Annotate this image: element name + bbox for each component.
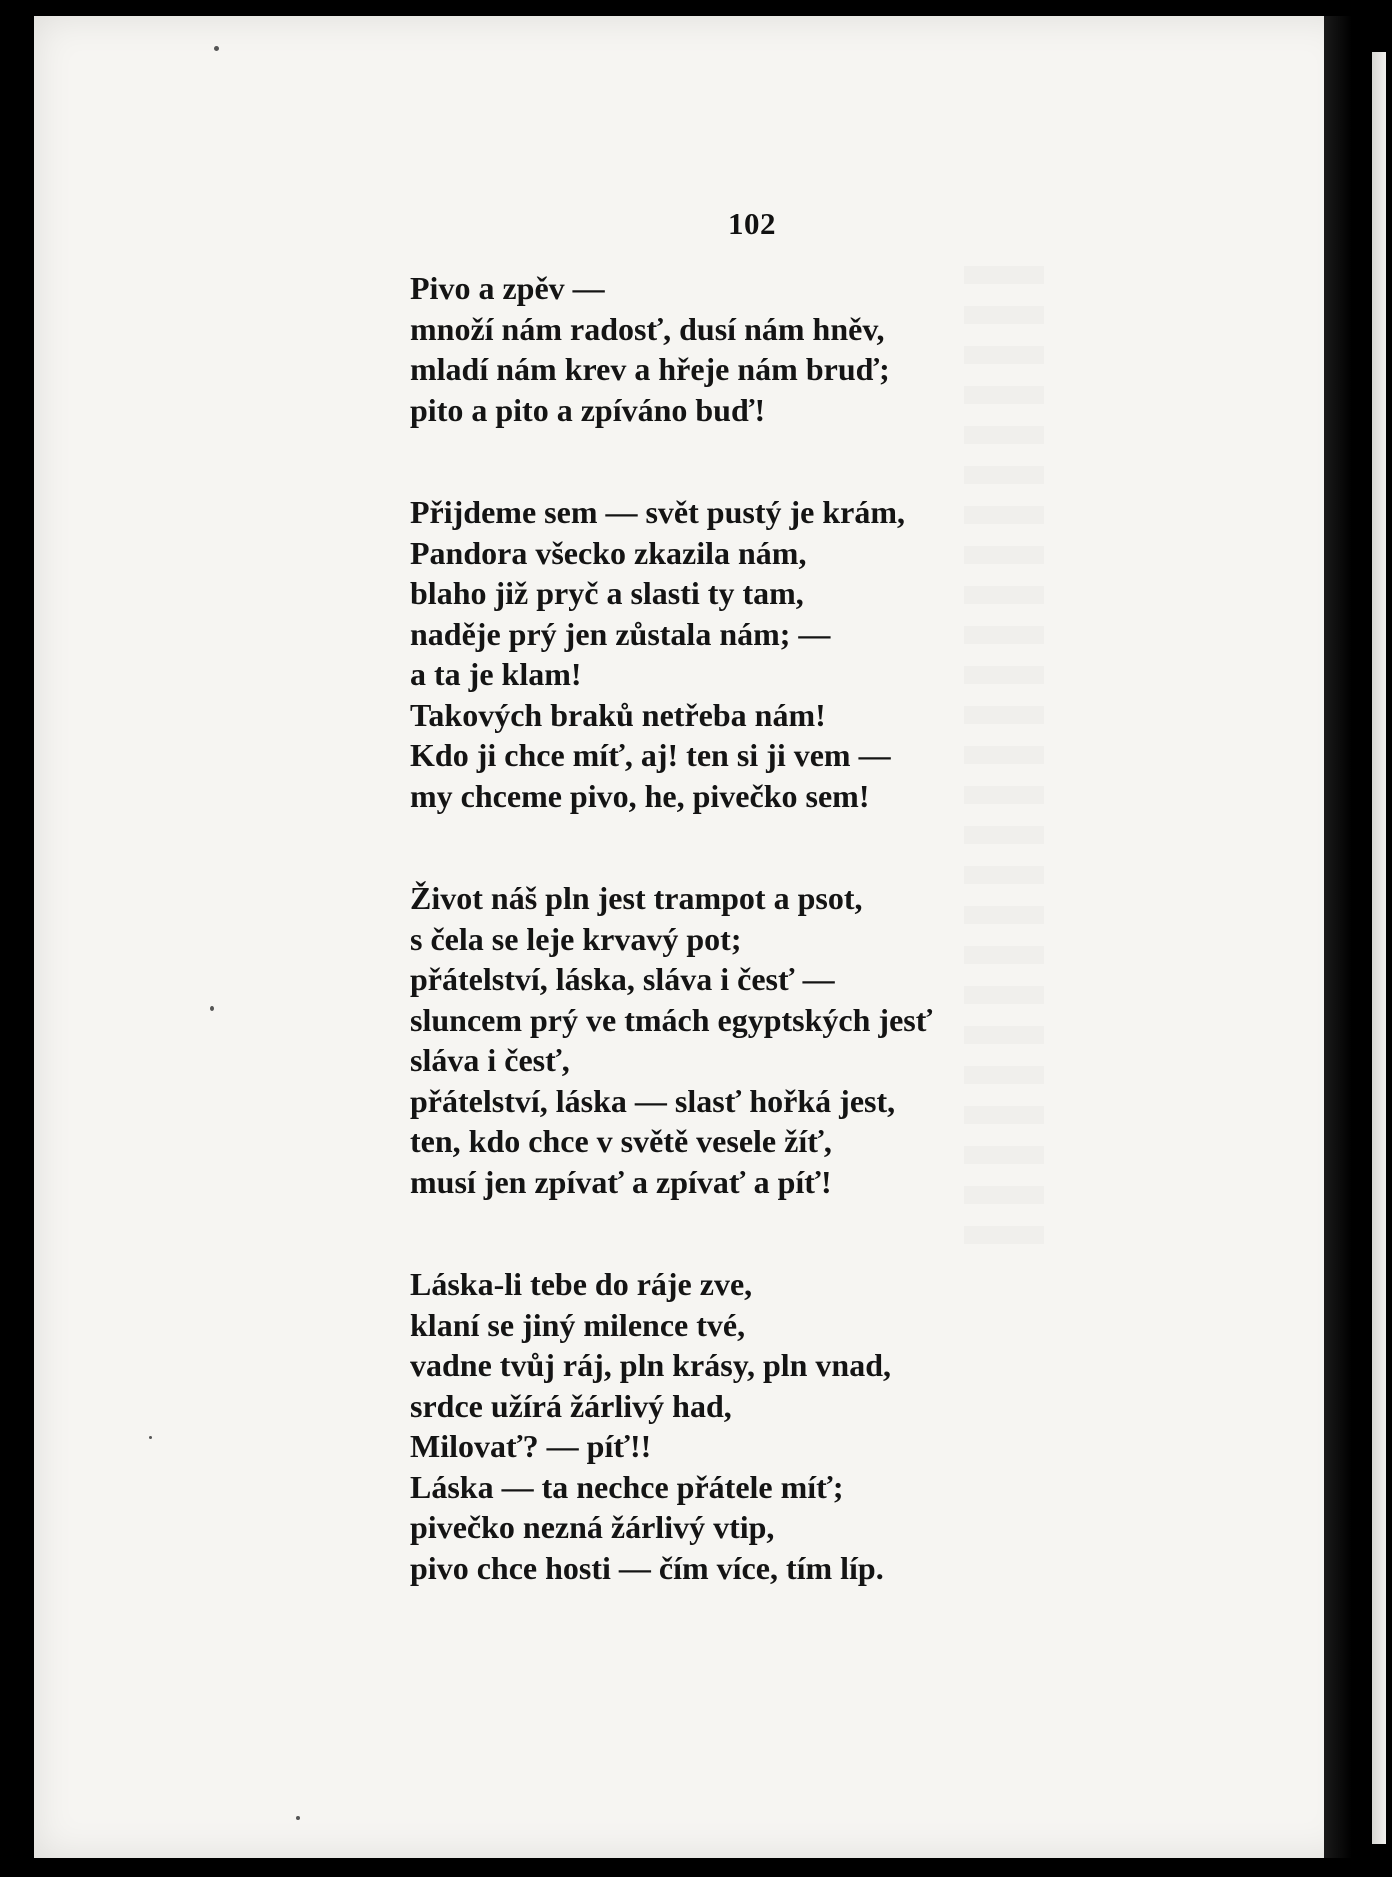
poem-line: Takových braků netřeba nám! xyxy=(410,696,826,733)
stanza-2 xyxy=(410,492,1020,816)
page-edge xyxy=(1372,52,1386,1844)
dust-speck xyxy=(296,1816,300,1820)
poem-line: blaho již pryč a slasti ty tam, xyxy=(410,575,804,611)
poem-line: pivo chce hosti — čím více, tím líp. xyxy=(410,1549,884,1586)
poem-line: my chceme pivo, he, pivečko sem! xyxy=(410,777,870,814)
poem-line: Život náš pln jest trampot a psot, xyxy=(410,880,863,916)
poem-line: sláva i česť, xyxy=(410,1042,570,1078)
page-border-right xyxy=(1324,16,1352,1858)
poem-line: množí nám radosť, dusí nám hněv, xyxy=(410,310,885,347)
page-number: 102 xyxy=(728,206,776,241)
poem-line: Kdo ji chce míť, aj! ten si ji vem — xyxy=(410,737,891,773)
poem-line: musí jen zpívať a zpívať a píť! xyxy=(410,1163,832,1200)
poem-line: pivečko nezná žárlivý vtip, xyxy=(410,1509,775,1545)
dust-speck xyxy=(214,46,219,51)
poem-line: Milovať? — píť!! xyxy=(410,1428,652,1464)
poem-line: s čela se leje krvavý pot; xyxy=(410,920,742,957)
poem-line: přátelství, láska, sláva i česť — xyxy=(410,961,835,997)
poem-line: mladí nám krev a hřeje nám bruď; xyxy=(410,351,890,387)
poem-line: Láska — ta nechce přátele míť; xyxy=(410,1468,844,1505)
poem-line: pito a pito a zpíváno buď! xyxy=(410,391,766,428)
poem-line: ten, kdo chce v světě vesele žíť, xyxy=(410,1123,832,1159)
poem-line: a ta je klam! xyxy=(410,656,582,692)
poem-line: srdce užírá žárlivý had, xyxy=(410,1387,732,1424)
poem-line: přátelství, láska — slasť hořká jest, xyxy=(410,1082,896,1119)
stanza-4 xyxy=(410,1264,1020,1588)
poem-line: naděje prý jen zůstala nám; — xyxy=(410,615,831,652)
poem-line: Pandora všecko zkazila nám, xyxy=(410,534,807,571)
poem-line: Láska-li tebe do ráje zve, xyxy=(410,1266,753,1302)
stanza-3 xyxy=(410,878,1020,1202)
poem-line: sluncem prý ve tmách egyptských jesť xyxy=(410,1001,933,1038)
poem-line: Pivo a zpěv — xyxy=(410,270,605,306)
poem-line: Přijdeme sem — svět pustý je krám, xyxy=(410,494,905,530)
poem-line: vadne tvůj ráj, pln krásy, pln vnad, xyxy=(410,1347,892,1383)
dust-speck xyxy=(210,1006,214,1011)
poem-line: klaní se jiný milence tvé, xyxy=(410,1306,746,1343)
poem xyxy=(410,268,1020,1650)
stanza-1 xyxy=(410,268,1020,430)
dust-speck xyxy=(149,1436,152,1439)
